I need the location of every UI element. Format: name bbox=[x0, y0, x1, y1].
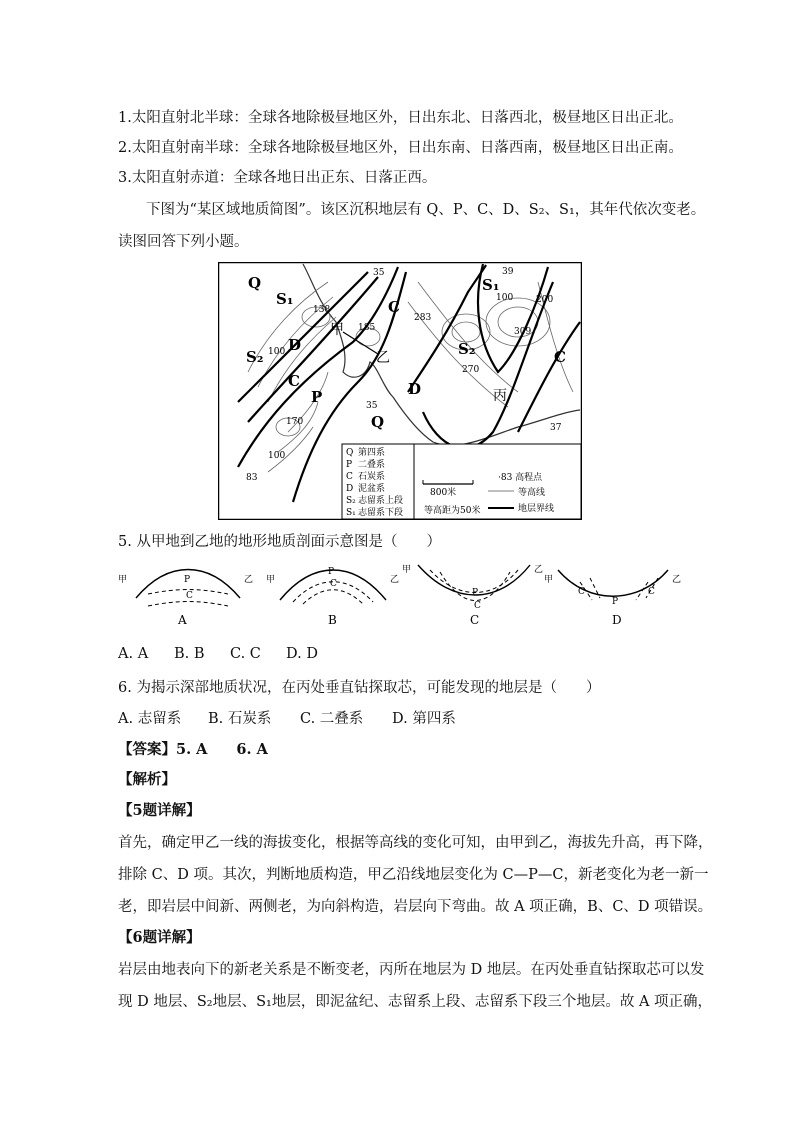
elevation-label: 35 bbox=[373, 268, 385, 278]
stratum-label: C bbox=[288, 372, 300, 390]
elevation-label: 83 bbox=[246, 473, 258, 483]
profile-letter-a: A bbox=[178, 613, 187, 627]
stratum-label: S₁ bbox=[276, 290, 294, 308]
q6-option-b: B. 石炭系 bbox=[208, 711, 272, 727]
q5-option-d: D. D bbox=[286, 646, 318, 662]
legend-d-name: 泥盆系 bbox=[358, 484, 386, 494]
intro-text: 下图为“某区域地质简图”。该区沉积地层有 Q、P、C、D、S₂、S₁，其年代依次变老。 bbox=[146, 202, 706, 218]
stratum-label: S₂ bbox=[246, 348, 264, 366]
profile-b-right: 乙 bbox=[390, 575, 400, 585]
svg-text:C: C bbox=[330, 579, 337, 589]
profile-c-right: 乙 bbox=[534, 565, 544, 575]
rule-3: 3.太阳直射赤道：全球各地日出正东、日落正西。 bbox=[118, 170, 437, 186]
elevation-label: 39 bbox=[502, 267, 514, 277]
q5-detail-text: 老，即岩层中间新、两侧老，为向斜构造，岩层向下弯曲。故 A 项正确，B、C、D 项错误。 bbox=[118, 899, 713, 915]
elevation-label: 100 bbox=[496, 293, 514, 303]
profile-a-right: 乙 bbox=[244, 575, 254, 585]
question-5-stem: 5. 从甲地到乙地的地形地质剖面示意图是（ ） bbox=[118, 534, 441, 550]
legend-s1-code: S₁ bbox=[346, 508, 356, 518]
q6-detail-heading: 【6题详解】 bbox=[118, 929, 201, 946]
q5-detail-text: 首先，确定甲乙一线的海拔变化，根据等高线的变化可知，由甲到乙，海拔先升高，再下降， bbox=[118, 835, 713, 851]
elevation-label: 309 bbox=[514, 327, 532, 337]
elevation-label: 170 bbox=[286, 417, 304, 427]
place-bing: 丙 bbox=[493, 388, 507, 404]
rule-2: 2.太阳直射南半球：全球各地除极昼地区外，日出东南、日落西南，极昼地区日出正南。 bbox=[118, 140, 683, 156]
legend-s1-name: 志留系下段 bbox=[358, 508, 404, 518]
elevation-label: 138 bbox=[313, 305, 331, 315]
stratum-label: D bbox=[408, 380, 422, 398]
stratum-label: S₂ bbox=[458, 340, 476, 358]
q5-detail-heading: 【5题详解】 bbox=[118, 802, 201, 819]
q6-detail-text: 现 D 地层、S₂地层、S₁地层，即泥盆纪、志留系上段、志留系下段三个地层。故 A 项正确， bbox=[118, 994, 713, 1010]
geology-map bbox=[218, 262, 582, 520]
q6-detail-text: 岩层由地表向下的新老关系是不断变老，丙所在地层为 D 地层。在丙处垂直钻探取芯可以发 bbox=[118, 962, 705, 978]
q6-option-a: A. 志留系 bbox=[118, 711, 182, 727]
legend-boundary: 地层界线 bbox=[518, 504, 555, 514]
elevation-label: 283 bbox=[414, 313, 432, 323]
answer-line: 【答案】5. A 6. A bbox=[118, 741, 268, 758]
q5-detail-text: 排除 C、D 项。其次，判断地质构造，甲乙沿线地层变化为 C—P—C，新老变化为老一新一 bbox=[118, 867, 709, 883]
stratum-label: D bbox=[288, 336, 302, 354]
svg-text:P: P bbox=[184, 575, 191, 585]
legend-q-name: 第四系 bbox=[358, 448, 386, 458]
contour-interval: 等高距为50米 bbox=[424, 506, 481, 516]
svg-text:P: P bbox=[612, 597, 619, 607]
legend-p-code: P bbox=[346, 460, 353, 470]
svg-text:P: P bbox=[472, 588, 479, 598]
profile-letter-b: B bbox=[328, 613, 337, 627]
svg-text:C: C bbox=[186, 591, 193, 601]
stratum-label: S₁ bbox=[482, 276, 500, 294]
place-yi: 乙 bbox=[376, 350, 390, 366]
legend-point: ·83 高程点 bbox=[498, 473, 543, 483]
stratum-label: Q bbox=[371, 413, 385, 431]
elevation-label: 270 bbox=[462, 365, 480, 375]
map-legend bbox=[342, 444, 581, 519]
elevation-label: 185 bbox=[358, 323, 376, 333]
profile-options bbox=[118, 560, 698, 630]
profile-letter-d: D bbox=[612, 613, 622, 627]
svg-text:C: C bbox=[648, 587, 655, 597]
svg-text:C: C bbox=[578, 587, 585, 597]
elevation-label: 100 bbox=[268, 347, 286, 357]
q5-option-c: C. C bbox=[230, 646, 261, 662]
legend-c-name: 石炭系 bbox=[358, 472, 386, 482]
stratum-label: C bbox=[554, 348, 566, 366]
svg-text:C: C bbox=[474, 601, 481, 611]
profile-d-left: 甲 bbox=[544, 575, 554, 585]
q5-option-b: B. B bbox=[174, 646, 205, 662]
stratum-label: Q bbox=[248, 274, 262, 292]
q5-option-a: A. A bbox=[118, 646, 149, 662]
profile-b-left: 甲 bbox=[266, 575, 276, 585]
legend-c-code: C bbox=[346, 472, 353, 482]
q6-option-c: C. 二叠系 bbox=[300, 711, 364, 727]
elevation-label: 37 bbox=[550, 423, 562, 433]
legend-q-code: Q bbox=[346, 448, 354, 458]
stratum-label: C bbox=[388, 298, 400, 316]
profile-letter-c: C bbox=[470, 613, 480, 627]
legend-s2-code: S₂ bbox=[346, 496, 356, 506]
profile-d-right: 乙 bbox=[672, 575, 682, 585]
elevation-label: 100 bbox=[268, 451, 286, 461]
rule-1: 1.太阳直射北半球：全球各地除极昼地区外，日出东北、日落西北，极昼地区日出正北。 bbox=[118, 110, 683, 126]
scale-label: 800米 bbox=[430, 488, 457, 498]
profile-c-left: 甲 bbox=[402, 565, 412, 575]
elevation-label: 200 bbox=[536, 295, 554, 305]
legend-p-name: 二叠系 bbox=[358, 460, 386, 470]
intro-text-2: 读图回答下列小题。 bbox=[118, 234, 249, 250]
elevation-label: 35 bbox=[366, 401, 378, 411]
legend-d-code: D bbox=[346, 484, 354, 494]
q6-option-d: D. 第四系 bbox=[392, 711, 456, 727]
question-6-stem: 6. 为揭示深部地质状况，在丙处垂直钻探取芯，可能发现的地层是（ ） bbox=[118, 680, 601, 696]
place-jia: 甲 bbox=[330, 322, 344, 338]
svg-text:P: P bbox=[328, 567, 335, 577]
analysis-heading: 【解析】 bbox=[118, 771, 176, 788]
legend-s2-name: 志留系上段 bbox=[358, 496, 404, 506]
legend-contour: 等高线 bbox=[518, 488, 546, 498]
profile-a-left: 甲 bbox=[118, 575, 128, 585]
stratum-label: P bbox=[311, 388, 323, 406]
